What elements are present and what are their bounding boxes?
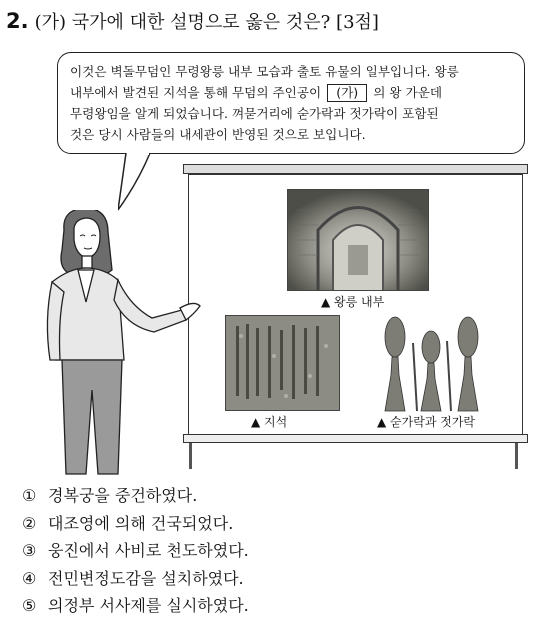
screen-bottom-bar bbox=[183, 434, 528, 443]
caption-utensils: ▲ 숟가락과 젓가락 bbox=[377, 415, 476, 429]
caption-stone: ▲ 지석 bbox=[251, 415, 288, 429]
blank-box: (가) bbox=[327, 84, 367, 102]
choice-4[interactable]: ④ 전민변정도감을 설치하였다. bbox=[22, 568, 244, 588]
question-header bbox=[6, 8, 379, 34]
tomb-interior-photo bbox=[287, 189, 429, 291]
choice-1[interactable]: ① 경복궁을 중건하였다. bbox=[22, 486, 198, 505]
bubble-line-3: 무령왕임을 알게 되었습니다. 껴묻거리에 숟가락과 젓가락이 포함된 bbox=[70, 106, 439, 121]
choice-5[interactable]: ⑤ 의정부 서사제를 실시하였다. bbox=[22, 596, 249, 615]
question-text: (가) 국가에 대한 설명으로 옳은 것은? [3점] bbox=[34, 12, 379, 33]
answer-choices bbox=[22, 482, 249, 620]
speech-bubble bbox=[57, 52, 525, 154]
screen-leg-right bbox=[515, 443, 518, 469]
caption-tomb: ▲ 왕릉 내부 bbox=[321, 295, 385, 309]
projection-screen bbox=[183, 164, 528, 434]
screen-top-bar bbox=[183, 164, 528, 174]
choice-3[interactable]: ③ 웅진에서 사비로 천도하였다. bbox=[22, 541, 249, 560]
screen-surface bbox=[188, 174, 523, 436]
bubble-line-1: 이것은 벽돌무덤인 무령왕릉 내부 모습과 출토 유물의 일부입니다. 왕릉 bbox=[70, 64, 459, 79]
spoon-chopsticks-image bbox=[375, 315, 487, 415]
choice-2[interactable]: ② 대조영에 의해 건국되었다. bbox=[22, 513, 234, 533]
bubble-line-4: 것은 당시 사람들의 내세관이 반영된 것으로 보입니다. bbox=[70, 127, 366, 142]
tomb-interior-image bbox=[288, 190, 428, 290]
epitaph-stone-image bbox=[226, 316, 339, 410]
presenter-illustration bbox=[22, 210, 202, 475]
epitaph-stone-photo bbox=[225, 315, 340, 411]
speech-bubble-tail bbox=[118, 152, 158, 212]
question-number: 2. bbox=[6, 9, 29, 33]
bubble-line-2: 내부에서 발견된 지석을 통해 무덤의 주인공이 (가) 의 왕 가운데 bbox=[70, 85, 443, 100]
